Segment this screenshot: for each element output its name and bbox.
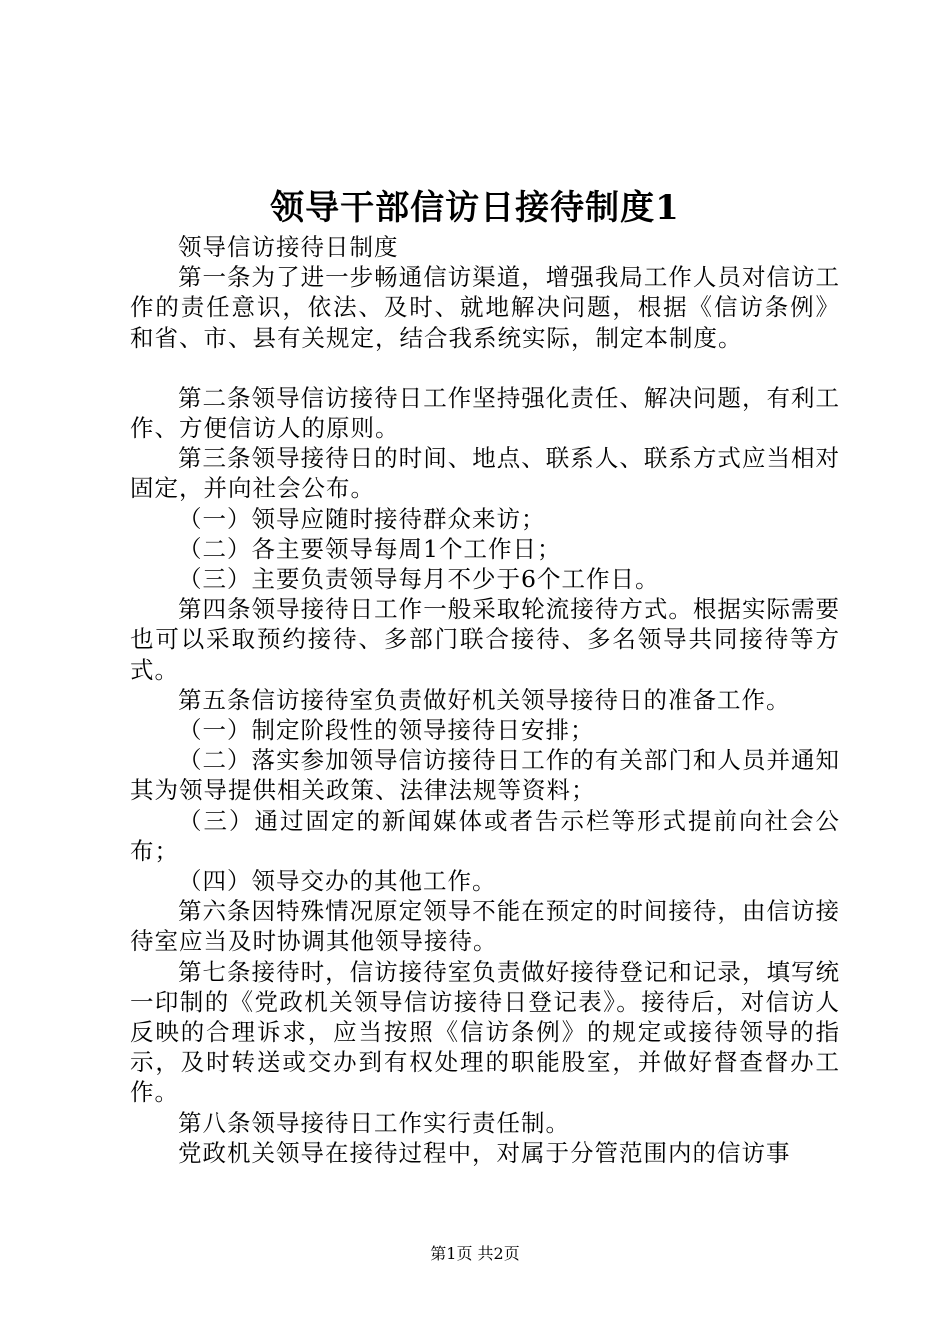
article-5-paragraph: 第五条信访接待室负责做好机关领导接待日的准备工作。 [178,685,791,714]
article-5-item-3: （三）通过固定的新闻媒体或者告示栏等形式提前向社会公布； [130,806,840,865]
article-3-item-1: （一）领导应随时接待群众来访； [178,504,546,533]
article-3-item-2: （二）各主要领导每周1个工作日； [178,534,562,563]
article-8-paragraph: 第八条领导接待日工作实行责任制。 [178,1108,570,1137]
page-footer: 第1页 共2页 [430,1244,520,1263]
article-5-item-1: （一）制定阶段性的领导接待日安排； [178,716,595,745]
article-7-paragraph: 第七条接待时，信访接待室负责做好接待登记和记录，填写统一印制的《党政机关领导信访接待日登记表》。接待后，对信访人反映的合理诉求，应当按照《信访条例》的规定或接待领导的指示，及时转送或交办到有权处理的职能股室，并做好督查督办工作。 [130,957,840,1107]
article-4-paragraph: 第四条领导接待日工作一般采取轮流接待方式。根据实际需要也可以采取预约接待、多部门联合接待、多名领导共同接待等方式。 [130,595,840,684]
article-6-paragraph: 第六条因特殊情况原定领导不能在预定的时间接待，由信访接待室应当及时协调其他领导接待。 [130,897,840,956]
subtitle-paragraph: 领导信访接待日制度 [178,233,399,261]
article-3-item-3: （三）主要负责领导每月不少于6个工作日。 [178,565,660,594]
article-8-continuation-paragraph: 党政机关领导在接待过程中，对属于分管范围内的信访事 [178,1138,791,1167]
article-5-item-2: （二）落实参加领导信访接待日工作的有关部门和人员并通知其为领导提供相关政策、法律法规等资料； [130,746,840,805]
document-title: 领导干部信访日接待制度1 [270,188,680,228]
article-5-item-4: （四）领导交办的其他工作。 [178,867,497,896]
article-3-paragraph: 第三条领导接待日的时间、地点、联系人、联系方式应当相对固定，并向社会公布。 [130,444,840,503]
article-1-paragraph: 第一条为了进一步畅通信访渠道，增强我局工作人员对信访工作的责任意识，依法、及时、就地解决问题，根据《信访条例》和省、市、县有关规定，结合我系统实际，制定本制度。 [130,263,840,352]
document-body [130,232,840,1168]
article-2-paragraph: 第二条领导信访接待日工作坚持强化责任、解决问题，有利工作、方便信访人的原则。 [130,383,840,443]
